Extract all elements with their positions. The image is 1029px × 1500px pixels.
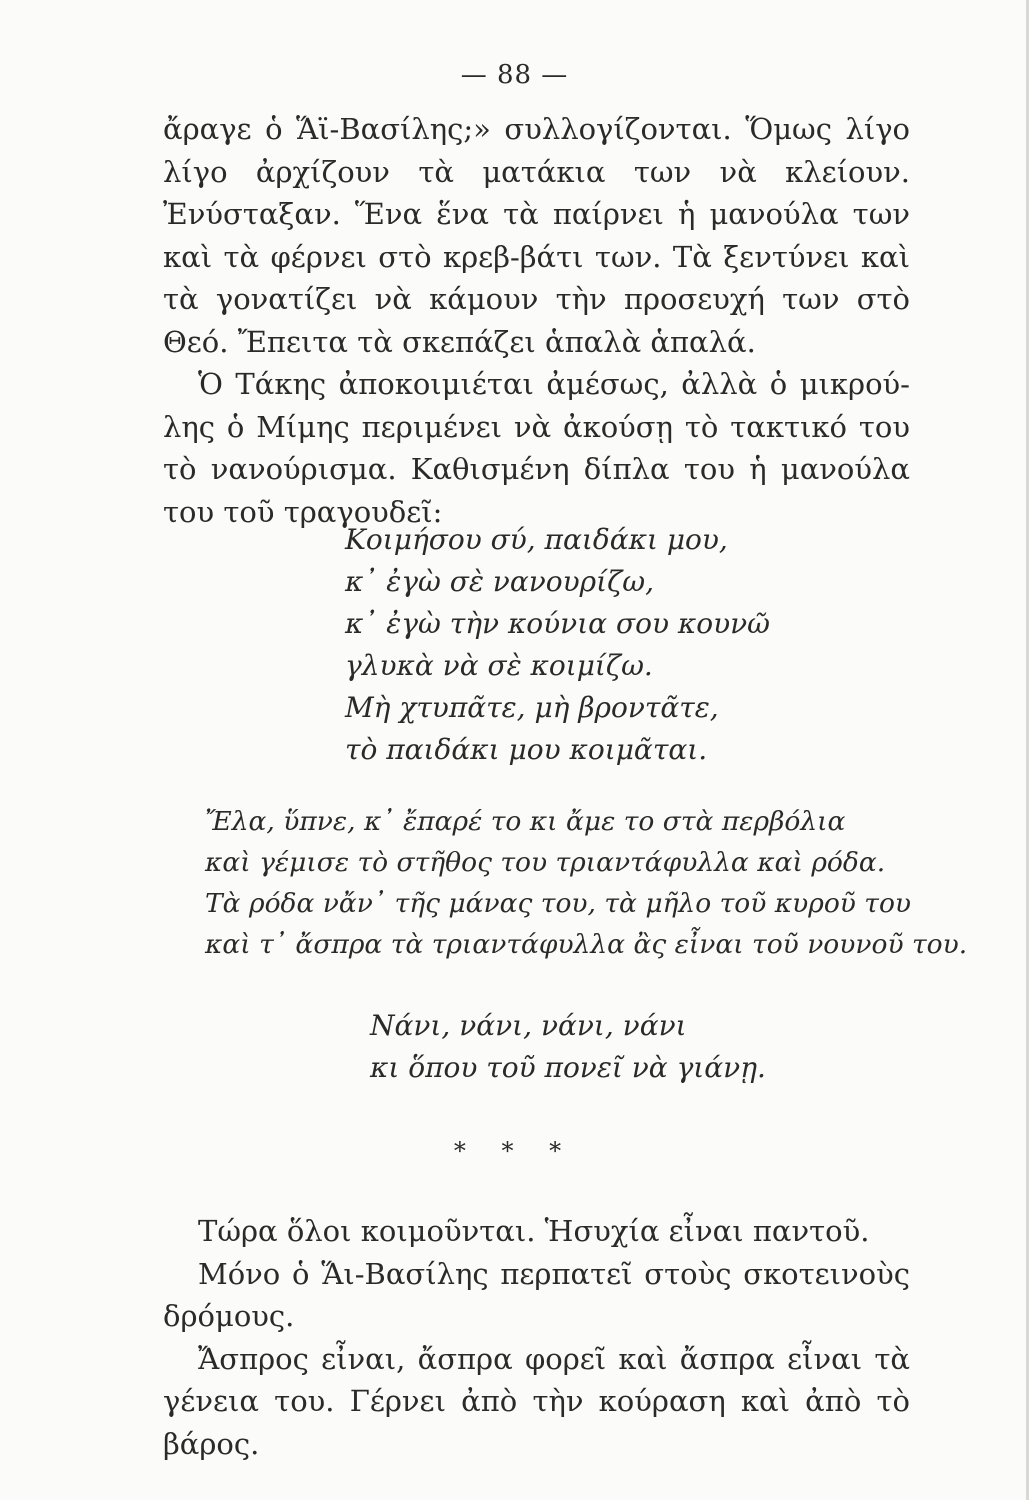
verse-line: Κοιμήσου σύ, παιδάκι μου, [345, 523, 728, 556]
verse-line: κ᾽ ἐγὼ τὴν κούνια σου κουνῶ [345, 607, 770, 640]
verse-line: γλυκὰ νὰ σὲ κοιμίζω. [345, 649, 653, 682]
verse-line: Μὴ χτυπᾶτε, μὴ βροντᾶτε, [345, 691, 719, 724]
section-separator: * * * [453, 1137, 576, 1165]
verse-line: κι ὅπου τοῦ πονεῖ νὰ γιάνῃ. [370, 1051, 766, 1084]
verse-line: καὶ τ᾽ ἄσπρα τὰ τριαντάφυλλα ἂς εἶναι τοῦ νουνοῦ του. [205, 929, 968, 960]
verse-line: κ᾽ ἐγὼ σὲ νανουρίζω, [345, 565, 654, 598]
verse-line: Τὰ ρόδα νἄν᾽ τῆς μάνας του, τὰ μῆλο τοῦ κυροῦ του [205, 888, 912, 919]
verse-line: τὸ παιδάκι μου κοιμᾶται. [345, 733, 708, 766]
verse-line: καὶ γέμισε τὸ στῆθος του τριαντάφυλλα καὶ ρόδα. [205, 847, 886, 878]
paragraph: Ὁ Τάκης ἀποκοιμιέται ἀμέσως, ἀλλὰ ὁ μικρού-λης ὁ Μίμης περιμένει νὰ ἀκούσῃ τὸ τακτικό του τὸ νανούρισμα. Καθισμένη δίπλα του ἡ μανούλα του τοῦ τραγουδεῖ: [163, 367, 910, 529]
paragraph: Ἄσπρος εἶναι, ἄσπρα φορεῖ καὶ ἄσπρα εἶναι τὰ γένεια του. Γέρνει ἀπὸ τὴν κούραση καὶ ἀπὸ τὸ βάρος. [163, 1341, 910, 1461]
page-number: — 88 — [460, 60, 569, 90]
prose-block-2 [163, 1210, 910, 1465]
paragraph: ἄραγε ὁ Ἅϊ-Βασίλης;» συλλογίζονται. Ὅμως λίγο λίγο ἀρχίζουν τὰ ματάκια των νὰ κλείουν. Ἐνύσταξαν. Ἕνα ἕνα τὰ παίρνει ἡ μανούλα των καὶ τὰ φέρνει στὸ κρεβ-βάτι των. Τὰ ξεντύνει καὶ τὰ γονατίζει νὰ κάμουν τὴν προσευχή των στὸ Θεό. Ἔπειτα τὰ σκεπάζει ἁπαλὰ ἁπαλά. [163, 112, 910, 359]
paragraph: Τώρα ὅλοι κοιμοῦνται. Ἡσυχία εἶναι παντοῦ. [198, 1214, 870, 1248]
paragraph: Μόνο ὁ Ἅι-Βασίλης περπατεῖ στοὺς σκοτεινοὺς δρόμους. [163, 1256, 910, 1333]
prose-block-1 [163, 108, 910, 533]
verse-line: Νάνι, νάνι, νάνι, νάνι [370, 1009, 687, 1042]
verse-line: Ἔλα, ὕπνε, κ᾽ ἔπαρέ το κι ἄμε το στὰ περβόλια [205, 806, 846, 837]
